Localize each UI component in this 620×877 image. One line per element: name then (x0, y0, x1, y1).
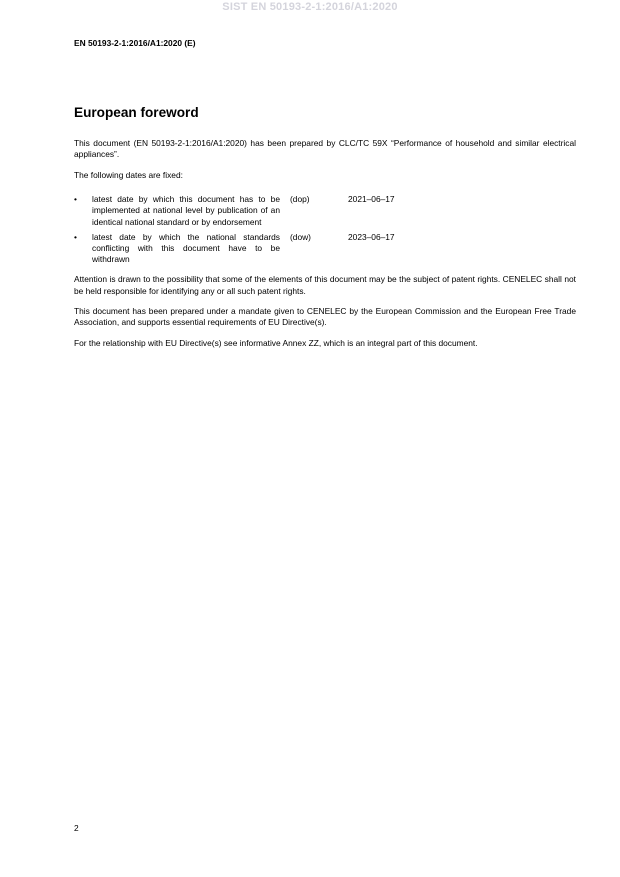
watermark: SIST EN 50193-2-1:2016/A1:2020 (222, 1, 398, 13)
dates-intro: The following dates are fixed: (74, 169, 183, 180)
relationship-paragraph: For the relationship with EU Directive(s) see informative Annex ZZ, which is an integral part of this document. (74, 338, 478, 349)
section-title: European foreword (74, 105, 199, 120)
page-number: 2 (74, 823, 79, 833)
date-description: latest date by which the national standards conflicting with this document have to be withdrawn (92, 231, 280, 265)
bullet: • (74, 194, 77, 205)
date-value: 2023–06–17 (348, 231, 395, 242)
date-abbreviation: (dop) (290, 194, 310, 205)
document-body (74, 138, 576, 359)
dates-row-dop (74, 194, 428, 232)
dates-table (74, 194, 428, 269)
date-value: 2021–06–17 (348, 194, 395, 205)
document-header: EN 50193-2-1:2016/A1:2020 (E) (74, 38, 196, 48)
dates-row-dow (74, 232, 428, 270)
date-description: latest date by which this document has to be implemented at national level by publication of an identical national standard or by endorsement (92, 194, 280, 227)
attention-paragraph: Attention is drawn to the possibility that some of the elements of this document may be the subject of patent rights. CENELEC shall not be held responsible for identifying any or all such patent rights. (74, 274, 576, 296)
date-abbreviation: (dow) (290, 231, 311, 242)
bullet: • (74, 231, 77, 242)
intro-paragraph: This document (EN 50193-2-1:2016/A1:2020) has been prepared by CLC/TC 59X “Performance of household and similar electrical appliances”. (74, 138, 576, 160)
mandate-paragraph: This document has been prepared under a mandate given to CENELEC by the European Commission and the European Free Trade Association, and supports essential requirements of EU Directive(s). (74, 306, 576, 328)
